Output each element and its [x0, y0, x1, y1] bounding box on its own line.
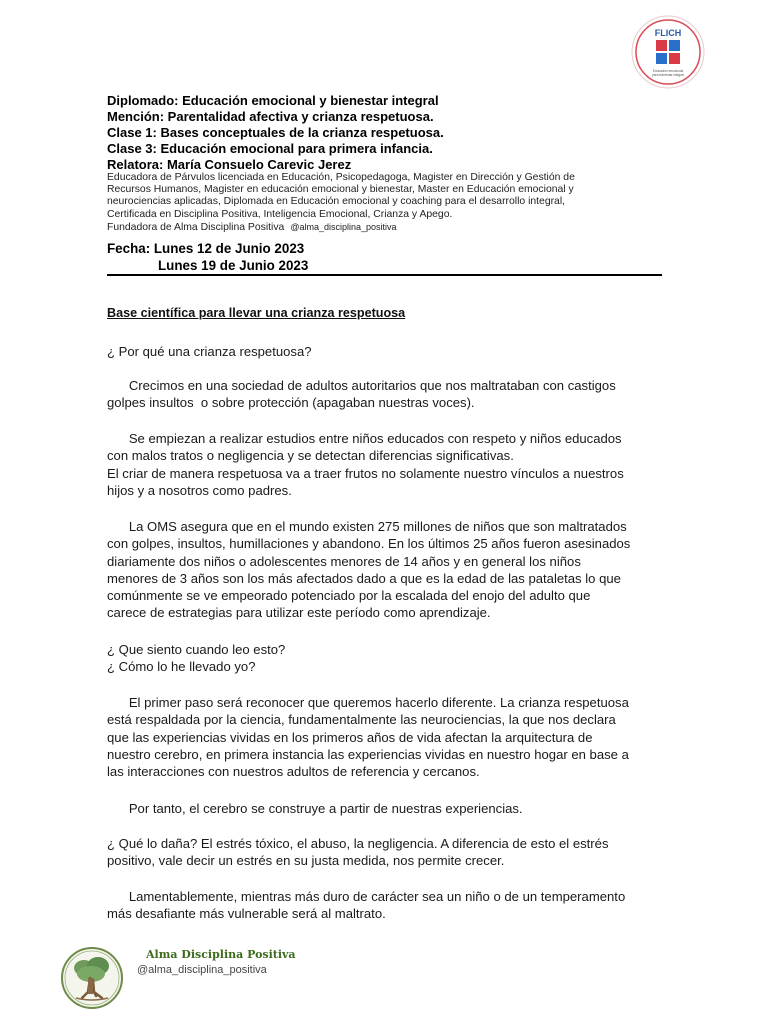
bio-line: neurociencias aplicadas, Diplomada en Educación emocional y coaching para el desarrollo integral, [107, 196, 566, 208]
paragraph [107, 343, 662, 360]
paragraph-line: comúnmente se ve empeorado potenciado por la escalada del enojo del adulto que [107, 588, 591, 604]
founder-handle: @alma_disciplina_positiva [290, 221, 397, 232]
bio-line: Certificada en Disciplina Positiva, Inteligencia Emocional, Crianza y Apego. [107, 208, 453, 220]
bio-line: Recursos Humanos, Magister en educación emocional y bienestar, Master en Educación emocional y [107, 184, 574, 196]
header-divider [107, 274, 662, 276]
paragraph-line: ¿ Por qué una crianza respetuosa? [107, 344, 312, 359]
paragraph [107, 518, 662, 622]
paragraph-line: las interacciones con nuestros adultos de referencia y cercanos. [107, 764, 480, 780]
paragraph-line: está respaldada por la ciencia, fundamentalmente las neurociencias, la que nos declara [107, 712, 616, 728]
paragraph-line: con malos tratos o negligencia y se detectan diferencias significativas. [107, 448, 514, 464]
relatora-bio [107, 172, 647, 234]
svg-text:Educación emocional: Educación emocional [652, 69, 684, 73]
paragraph [107, 800, 662, 817]
paragraph-line: ¿ Qué lo daña? El estrés tóxico, el abuso, la negligencia. A diferencia de esto el estrés [107, 836, 609, 851]
paragraph-line: ¿ Que siento cuando leo esto? [107, 642, 286, 657]
paragraph-line: con golpes, insultos, humillaciones y abandono. En los últimos 25 años fueron asesinados [107, 536, 631, 552]
fecha-line-2: Lunes 19 de Junio 2023 [158, 258, 309, 273]
clase3-title: Clase 3: Educación emocional para primera infancia. [107, 141, 433, 156]
fecha-line-1: Fecha: Lunes 12 de Junio 2023 [107, 241, 305, 256]
paragraph-line: Por tanto, el cerebro se construye a partir de nuestras experiencias. [107, 801, 523, 816]
clase1-title: Clase 1: Bases conceptuales de la crianza respetuosa. [107, 125, 444, 140]
paragraph [107, 377, 662, 412]
paragraph-line: golpes insultos o sobre protección (apagaban nuestras voces). [107, 395, 475, 411]
flich-logo [630, 14, 706, 90]
paragraph-line: más desafiante más vulnerable será al maltrato. [107, 906, 386, 922]
paragraph-line: La OMS asegura que en el mundo existen 275 millones de niños que son maltratados [107, 519, 627, 534]
paragraph-line: ¿ Cómo lo he llevado yo? [107, 659, 256, 675]
tree-logo-icon [60, 946, 124, 1010]
paragraph-line: carece de estrategias para utilizar este período como aprendizaje. [107, 605, 491, 621]
paragraph [107, 430, 662, 499]
diplomado-title: Diplomado: Educación emocional y bienestar integral [107, 93, 439, 108]
svg-text:FLICH: FLICH [654, 28, 682, 38]
paragraph-line: nuestro cerebro, en primera instancia las experiencias vividas en nuestro hogar en base a [107, 746, 629, 762]
svg-text:para bienestar integral: para bienestar integral [652, 73, 684, 77]
mencion-title: Mención: Parentalidad afectiva y crianza respetuosa. [107, 109, 434, 124]
section-title: Base científica para llevar una crianza respetuosa [107, 306, 406, 320]
paragraph [107, 835, 662, 870]
paragraph-line: El criar de manera respetuosa va a traer frutos no solamente nuestro vínculos a nuestros [107, 465, 624, 481]
paragraph-line: El primer paso será reconocer que queremos hacerlo diferente. La crianza respetuosa [107, 695, 629, 710]
paragraph-line: Crecimos en una sociedad de adultos autoritarios que nos maltrataban con castigos [107, 378, 616, 393]
paragraph-line: Lamentablemente, mientras más duro de carácter sea un niño o de un temperamento [107, 889, 626, 904]
paragraph [107, 694, 662, 780]
bio-line: Educadora de Párvulos licenciada en Educación, Psicopedagoga, Magister en Dirección y Gestión de [107, 172, 575, 183]
footer-handle: @alma_disciplina_positiva [137, 964, 267, 976]
paragraph-line: que las experiencias vividas en los primeros años de vida afectan la arquitectura de [107, 729, 593, 745]
paragraph-line: menores de 3 años son los más afectados dado a que es la edad de las pataletas lo que [107, 570, 621, 586]
paragraph-line: Se empiezan a realizar estudios entre niños educados con respeto y niños educados [107, 431, 622, 446]
relatora-title: Relatora: María Consuelo Carevic Jerez [107, 157, 352, 172]
paragraph-line: positivo, vale decir un estrés en su justa medida, nos permite crecer. [107, 853, 505, 869]
paragraph [107, 888, 662, 923]
founder-line [107, 221, 647, 234]
founder-text: Fundadora de Alma Disciplina Positiva [107, 221, 285, 233]
paragraph [107, 641, 662, 676]
paragraph-line: diariamente dos niños o adolescentes menores de 14 años y en general los niños [107, 553, 581, 569]
paragraph-line: hijos y a nosotros como padres. [107, 482, 292, 498]
footer-brand-name: Alma Disciplina Positiva [146, 948, 296, 961]
